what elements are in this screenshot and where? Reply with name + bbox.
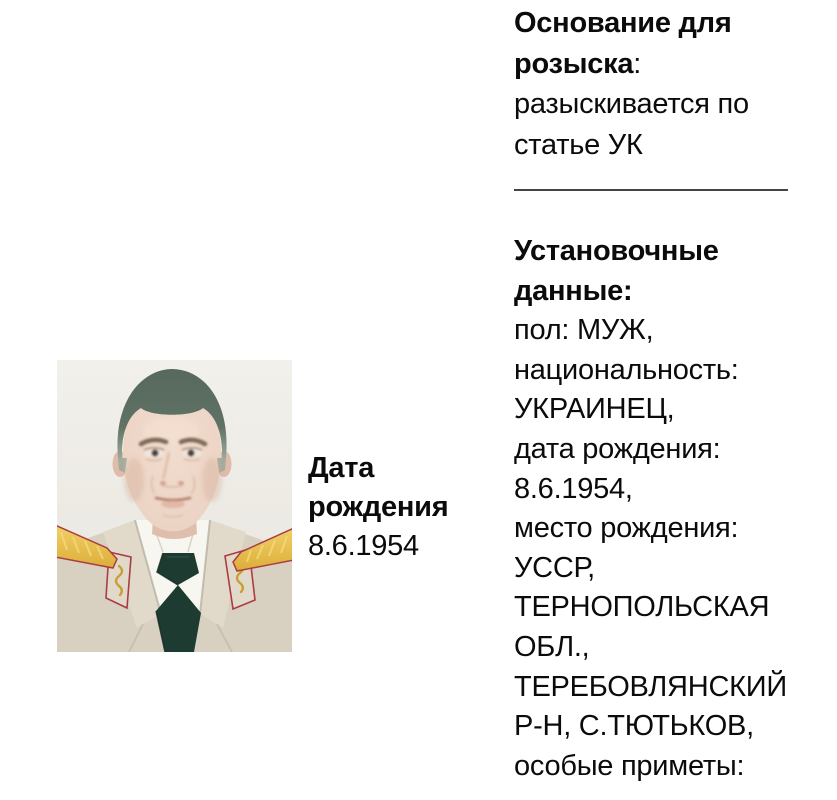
details-line-birthplace-1: УССР,: [514, 551, 595, 584]
grounds-heading-colon: :: [633, 47, 642, 80]
section-divider: [514, 189, 788, 191]
details-line-birthplace-2: ТЕРНОПОЛЬСКАЯ: [514, 591, 770, 624]
details-line-dob-label: дата рождения:: [514, 432, 721, 465]
identifying-data-section: [514, 232, 800, 786]
birth-date-value: 8.6.1954: [308, 530, 419, 562]
portrait-image: [57, 360, 292, 652]
details-line-nationality-value: УКРАИНЕЦ,: [514, 393, 675, 426]
details-line-nationality-label: национальность:: [514, 353, 739, 386]
details-line-birthplace-4: ТЕРЕБОВЛЯНСКИЙ: [514, 670, 787, 703]
details-line-birthplace-label: место рождения:: [514, 512, 739, 545]
details-heading-line2: данные:: [514, 274, 633, 307]
details-line-sex: пол: МУЖ,: [514, 314, 654, 347]
details-line-dob-value: 8.6.1954,: [514, 472, 633, 505]
grounds-heading-word: розыска: [514, 47, 634, 80]
details-line-birthplace-3: ОБЛ.,: [514, 630, 590, 663]
birth-date-label-line2: рождения: [308, 491, 449, 523]
details-line-birthplace-5: Р-Н, С.ТЮТЬКОВ,: [514, 710, 754, 743]
birth-date-label-line1: Дата: [308, 452, 375, 484]
details-heading-line1: Установочные: [514, 235, 719, 267]
grounds-body-line1: разыскивается по: [514, 88, 749, 120]
search-grounds-section: [514, 3, 800, 165]
grounds-heading-line1: Основание для: [514, 7, 732, 39]
birth-date-block: [308, 449, 448, 566]
record-info-column: [514, 3, 800, 786]
grounds-body-line2: статье УК: [514, 128, 643, 161]
details-line-marks-label: особые приметы:: [514, 749, 745, 782]
grounds-heading-line2: [514, 44, 800, 85]
wanted-person-photo: [57, 360, 292, 652]
